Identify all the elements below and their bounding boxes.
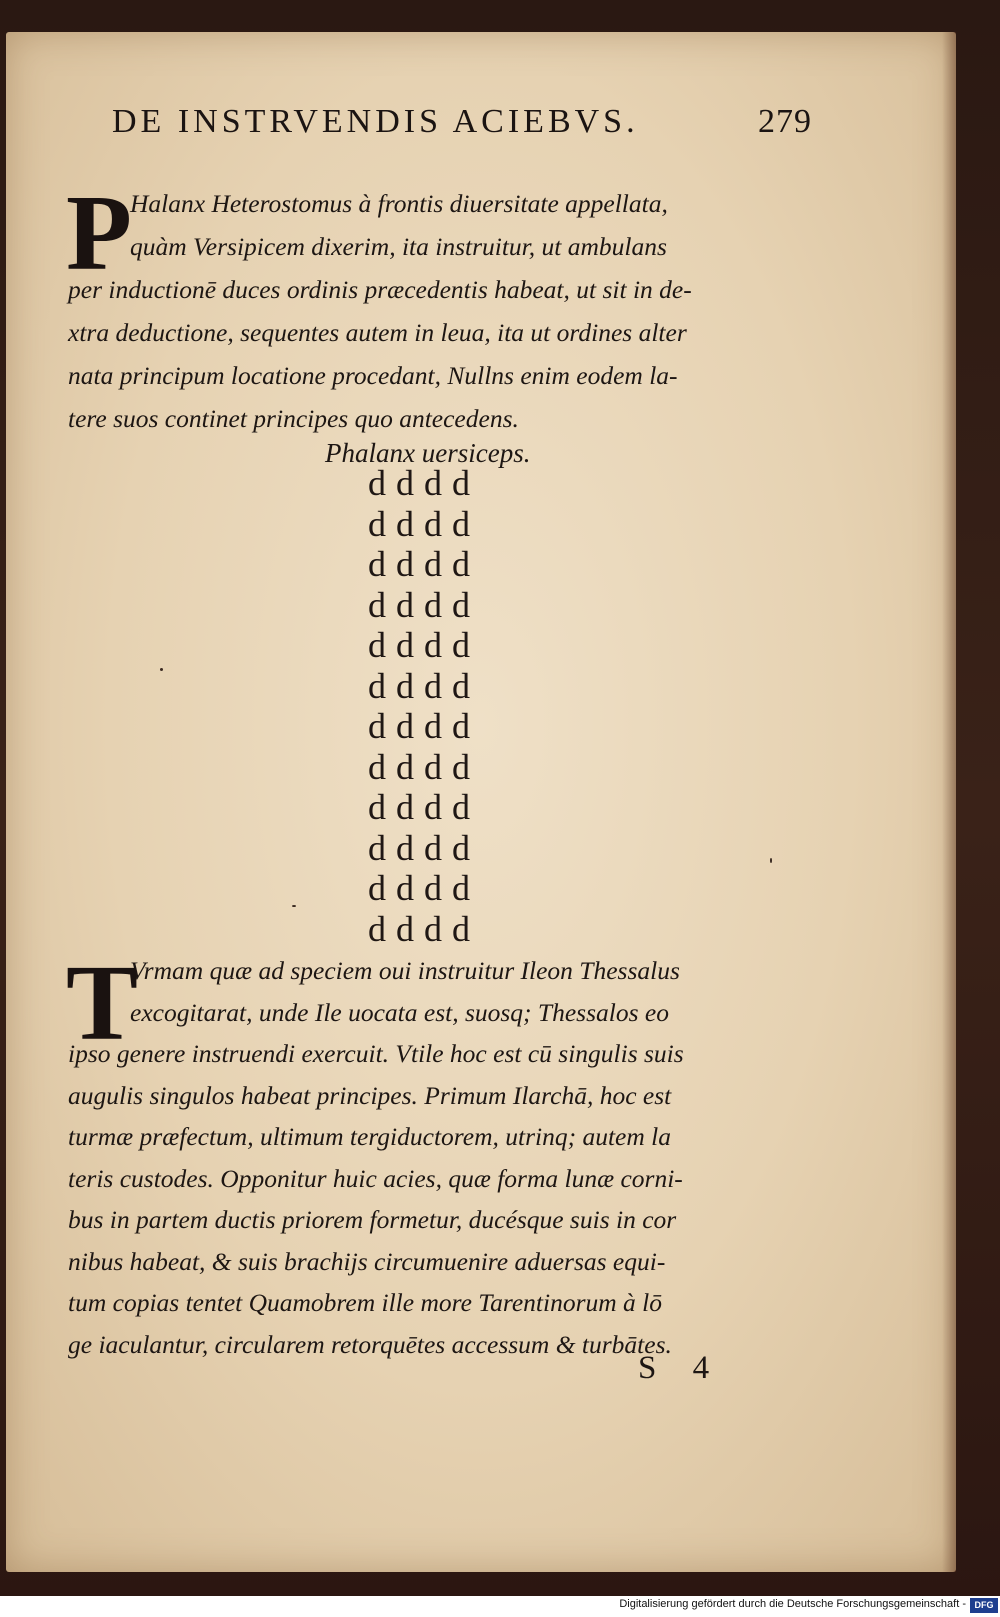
- phalanx-formation-diagram: [368, 463, 528, 949]
- running-head-title: DE INSTRVENDIS ACIEBVS.: [112, 103, 639, 140]
- formation-row: dddd: [368, 868, 480, 908]
- text-line: tum copias tentet Quamobrem ille more Tarentinorum à lō: [68, 1288, 663, 1317]
- text-line: nibus habeat, & suis brachijs circumuenire aduersas equi-: [68, 1246, 666, 1276]
- text-line: ipso genere instruendi exercuit. Vtile hoc est cū singulis suis: [68, 1039, 684, 1068]
- paragraph-phalanx: [66, 174, 818, 440]
- formation-row: dddd: [368, 787, 480, 827]
- text-line: nata principum locatione procedant, Nullns enim eodem la-: [68, 361, 678, 390]
- text-line: per inductionē duces ordinis præcedentis habeat, ut sit in de-: [68, 275, 692, 304]
- text-line: turmæ præfectum, ultimum tergiductorem, utrinq; autem la: [68, 1122, 671, 1151]
- text-line: bus in partem ductis priorem formetur, ducésque suis in cor: [68, 1205, 677, 1234]
- formation-row: dddd: [368, 503, 480, 544]
- text-line: Halanx Heterostomus à frontis diuersitate appellata,: [130, 189, 668, 218]
- text-line: augulis singulos habeat principes. Primum Ilarchā, hoc est: [68, 1080, 672, 1110]
- formation-row: dddd: [368, 584, 480, 625]
- text-line: ge iaculantur, circularem retorquētes accessum & turbātes.: [68, 1329, 672, 1359]
- formation-row: dddd: [368, 665, 480, 706]
- page-edge-shadow: [942, 32, 956, 1572]
- running-head: [112, 103, 812, 163]
- text-line: tere suos continet principes quo antecedens.: [68, 404, 519, 433]
- formation-row: dddd: [368, 706, 480, 746]
- dropcap-t: T: [66, 944, 139, 1063]
- formation-row: dddd: [368, 625, 480, 665]
- text-line: Vrmam quæ ad speciem oui instruitur Ileon Thessalus: [130, 956, 680, 985]
- formation-row: dddd: [368, 544, 480, 584]
- formation-row: dddd: [368, 827, 480, 868]
- formation-row: dddd: [368, 463, 480, 503]
- paper-speck: [160, 668, 163, 671]
- text-line: teris custodes. Opponitur huic acies, quæ forma lunæ corni-: [68, 1163, 683, 1193]
- signature-mark: S 4: [638, 1350, 710, 1386]
- text-line: xtra deductione, sequentes autem in leua, ita ut ordines alter: [68, 318, 687, 347]
- figure-caption: Phalanx uersiceps.: [325, 438, 531, 468]
- paper-speck: [292, 905, 296, 907]
- dropcap-p: P: [66, 174, 132, 293]
- paper-speck: [770, 858, 772, 863]
- formation-row: dddd: [368, 908, 480, 949]
- formation-row: dddd: [368, 746, 480, 787]
- text-line: quàm Versipicem dixerim, ita instruitur, ut ambulans: [130, 232, 667, 261]
- paragraph-turma: [66, 944, 818, 1365]
- dfg-logo: DFG: [970, 1598, 998, 1613]
- text-line: excogitarat, unde Ile uocata est, suosq; Thessalos eo: [130, 997, 669, 1027]
- footer-bar: [0, 1596, 1000, 1617]
- footer-credit: Digitalisierung gefördert durch die Deutsche Forschungsgemeinschaft -: [619, 1598, 966, 1610]
- page-number: 279: [758, 103, 812, 140]
